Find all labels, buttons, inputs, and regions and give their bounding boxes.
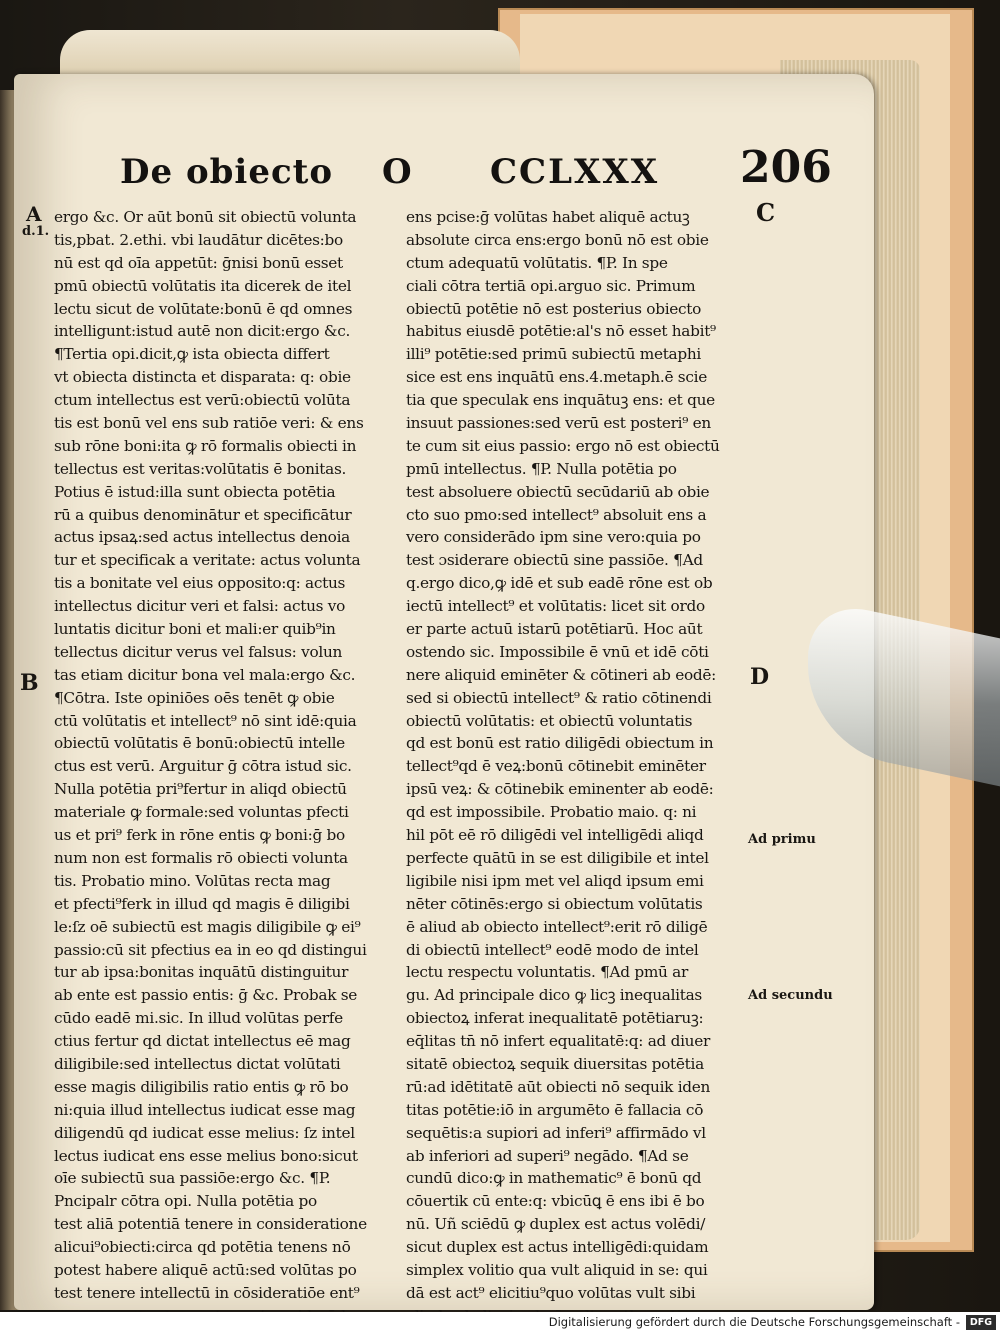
text-line: test tenere intellectū in cōsideratiōe ent⁹ — [54, 1283, 360, 1302]
text-line: ab inferiori ad superi⁹ negādo. ¶Ad se — [406, 1146, 689, 1165]
text-line: tis. Probatio mino. Volūtas recta mag — [54, 871, 331, 890]
text-line: ciali cōtra tertiā opi.arguo sic. Primum — [406, 276, 696, 295]
text-line: lectus iudicat ens esse melius bono:sicut — [54, 1146, 358, 1165]
text-line: ¶Tertia opi.dicit,ꝙ ista obiecta differt — [54, 345, 330, 364]
text-line: simplex volitio qua vult aliquid in se: qui — [406, 1260, 708, 1279]
text-line: obiectoꝝ inferat inequalitatē potētiaruꝫ: — [406, 1009, 704, 1028]
text-line: tis,pbat. 2.ethi. vbi laudātur dicētes:bo — [54, 230, 343, 249]
header-title: De obiecto — [120, 152, 334, 192]
margin-note-ad-primum: Ad primu — [748, 832, 816, 847]
text-line: ens pcise:ḡ volūtas habet aliquē actuꝫ — [406, 208, 690, 226]
text-line: passio:cū sit pfectius ea in eo qd distingui — [54, 940, 367, 959]
text-line: obiectū volūtatis ē bonū:obiectū intelle — [54, 734, 345, 753]
text-line: rū a quibus denominātur et specificātur — [54, 505, 352, 524]
text-line: tellectus dicitur verus vel falsus: volun — [54, 642, 343, 661]
text-line: test absoluere obiectū secūdariū ab obie — [406, 482, 710, 501]
text-line: ipsū veꝝ: & cōtinebik eminenter ab eodē: — [406, 780, 714, 799]
text-line: test aliā potentiā tenere in consideratione — [54, 1215, 367, 1234]
text-line: qd est bonū est ratio diligēdi obiectum in — [406, 734, 714, 753]
text-line: vero considerādo ipm sine vero:quia po — [406, 528, 701, 547]
text-line: sed si obiectū intellect⁹ & ratio cōtinendi — [406, 688, 712, 707]
text-line: eq̄litas tn̄ nō infert equalitatē:q: ad diuer — [406, 1032, 710, 1051]
text-line: habitus eiusdē potētie:al's nō esset habit⁹ — [406, 322, 716, 341]
text-line: te cum sit eius passio: ergo nō est obiectū — [406, 436, 720, 455]
text-line: potest habere aliquē actū:sed volūtas po — [54, 1260, 357, 1279]
text-line: tellect⁹qd ē veꝝ:bonū cōtinebit eminēter — [406, 757, 706, 776]
text-line: ergo &c. Or aūt bonū sit obiectū volunta — [54, 208, 357, 226]
header-signature: O — [382, 152, 412, 192]
text-line: obiectū potētie nō est posterius obiecto — [406, 299, 702, 318]
text-line: lectu sicut de volūtate:bonū ē qd omnes — [54, 299, 353, 318]
text-line: materiale ꝙ formale:sed voluntas pfecti — [54, 803, 349, 822]
text-line: lectu respectu voluntatis. ¶Ad pmū ar — [406, 963, 688, 982]
text-line: nū. Uñ sciēdū ꝙ duplex est actus volēdi/ — [406, 1215, 706, 1234]
text-line: ctus est verū. Arguitur ḡ cōtra istud sic. — [54, 757, 352, 776]
text-line: Pncipalr cōtra opi. Nulla potētia po — [54, 1192, 317, 1211]
text-line: dā est act⁹ elicitiu⁹quo volūtas vult sibi — [406, 1283, 696, 1302]
text-line: sub rōne boni:ita ꝙ rō formalis obiecti in — [54, 436, 357, 455]
text-line: ctius fertur qd dictat intellectus eē mag — [54, 1032, 351, 1051]
margin-letter-c: C — [756, 198, 776, 227]
text-line: er parte actuū istarū potētiarū. Hoc aūt — [406, 620, 703, 639]
text-line: sequētis:a supiori ad inferi⁹ affirmādo vl — [406, 1123, 706, 1142]
text-line: esse magis diligibilis ratio entis ꝙ rō bo — [54, 1077, 349, 1096]
header-folio-roman: CCLXXX — [490, 152, 660, 192]
text-line: tellectus est veritas:volūtatis ē bonitas. — [54, 459, 347, 478]
margin-reference: d.1. — [22, 224, 50, 239]
text-line: alicui⁹obiecti:circa qd potētia tenens nō — [54, 1238, 351, 1257]
text-line: pmū intellectus. ¶P. Nulla potētia po — [406, 459, 677, 478]
text-line: nū est qd oīa appetūt: ḡnisi bonū esset — [54, 253, 343, 272]
text-line: sitatē obiectoꝝ sequik diuersitas potētia — [406, 1054, 704, 1073]
text-line: test ɔsiderare obiectū sine passiōe. ¶Ad — [406, 551, 703, 570]
margin-letter-a: A — [26, 202, 42, 226]
text-line: cundū dico:ꝙ in mathematic⁹ ē bonū qd — [406, 1169, 702, 1188]
text-line: diligibile:sed intellectus dictat volūtati — [54, 1054, 341, 1073]
text-line: ab ente est passio entis: ḡ &c. Probak se — [54, 986, 358, 1005]
text-line: tur et specificak a veritate: actus volunta — [54, 551, 361, 570]
text-line: ostendo sic. Impossibile ē vnū et idē cōti — [406, 642, 709, 661]
footer-bar — [0, 1312, 1000, 1334]
text-line: le:ſz oē subiectū est magis diligibile ꝙ ei⁹ — [54, 917, 361, 936]
text-line: tia que speculak ens inquātuꝫ ens: et que — [406, 391, 715, 410]
left-text-column — [54, 206, 384, 1328]
text-line: insuut passiones:sed verū est posteri⁹ en — [406, 414, 711, 433]
text-line: vt obiecta distincta et disparata: q: obie — [54, 368, 351, 387]
text-line: cto suo pmo:sed intellect⁹ absoluit ens a — [406, 505, 707, 524]
text-line: Nulla potētia pri⁹fertur in aliqd obiectū — [54, 780, 347, 799]
text-line: intelligunt:istud autē non dicit:ergo &c. — [54, 322, 351, 341]
text-line: titas potētie:iō in argumēto ē fallacia cō — [406, 1100, 704, 1119]
text-line: gu. Ad principale dico ꝙ licꝫ inequalitas — [406, 986, 702, 1005]
text-line: ctum intellectus est verū:obiectū volūta — [54, 391, 351, 410]
text-line: absolute circa ens:ergo bonū nō est obie — [406, 230, 709, 249]
text-line: tis est bonū vel ens sub ratiōe veri: & ens — [54, 414, 364, 433]
text-line: illi⁹ potētie:sed primū subiectū metaphi — [406, 345, 702, 364]
text-line: sicut duplex est actus intelligēdi:quidam — [406, 1238, 709, 1257]
text-line: perfecte quātū in se est diligibile et intel — [406, 848, 709, 867]
text-line: di obiectū intellect⁹ eodē modo de intel — [406, 940, 699, 959]
text-line: nēter cōtinēs:ergo si obiectum volūtatis — [406, 894, 703, 913]
text-line: ligibile nisi ipm met vel aliqd ipsum emi — [406, 871, 704, 890]
text-line: diligendū qd iudicat esse melius: ſz intel — [54, 1123, 355, 1142]
margin-letter-d: D — [750, 664, 770, 690]
text-line: iectū intellect⁹ et volūtatis: licet sit ordo — [406, 597, 705, 616]
text-line: num non est formalis rō obiecti volunta — [54, 848, 348, 867]
text-line: Potius ē istud:illa sunt obiecta potētia — [54, 482, 336, 501]
text-line: sice est ens inquātū ens.4.metaph.ē scie — [406, 368, 707, 387]
text-line: cōuertik cū ente:q: vbicūꝗ ē ens ibi ē bo — [406, 1192, 705, 1211]
text-line: hil pōt eē rō diligēdi vel intelligēdi aliqd — [406, 826, 704, 845]
text-line: et pfecti⁹ferk in illud qd magis ē diligibi — [54, 894, 350, 913]
running-header — [120, 142, 832, 198]
text-line: tas etiam dicitur bona vel mala:ergo &c. — [54, 665, 356, 684]
text-line: us et pri⁹ ferk in rōne entis ꝙ boni:ḡ bo — [54, 826, 345, 845]
text-line: actus ipsaꝝ:sed actus intellectus denoia — [54, 528, 350, 547]
text-line: tis a bonitate vel eius opposito:q: actus — [54, 574, 346, 593]
right-text-column — [406, 206, 744, 1328]
text-line: obiectū volūtatis: et obiectū voluntatis — [406, 711, 693, 730]
text-line: ¶Cōtra. Iste opiniōes oēs tenēt ꝙ obie — [54, 688, 335, 707]
margin-note-ad-secundum: Ad secundu — [748, 988, 833, 1003]
text-line: q.ergo dico,ꝙ idē et sub eadē rōne est ob — [406, 574, 713, 593]
text-line: nere aliquid eminēter & cōtineri ab eodē: — [406, 665, 716, 684]
margin-letter-b: B — [20, 670, 39, 696]
text-line: ni:quia illud intellectus iudicat esse mag — [54, 1100, 356, 1119]
text-line: qd est impossibile. Probatio maio. q: ni — [406, 803, 697, 822]
text-line: pmū obiectū volūtatis ita dicerek de itel — [54, 276, 352, 295]
footer-credit: Digitalisierung gefördert durch die Deutsche Forschungsgemeinschaft - — [548, 1315, 960, 1329]
text-line: intellectus dicitur veri et falsi: actus vo — [54, 597, 345, 616]
page-number: 206 — [740, 142, 832, 193]
text-line: rū:ad idētitatē aūt obiecti nō sequik iden — [406, 1077, 711, 1096]
text-line: ctū volūtatis et intellect⁹ nō sint idē:quia — [54, 711, 357, 730]
text-line: ctum adequatū volūtatis. ¶P. In spe — [406, 253, 668, 272]
text-line: cūdo eadē mi.sic. In illud volūtas perfe — [54, 1009, 343, 1028]
text-line: tur ab ipsa:bonitas inquātū distinguitur — [54, 963, 349, 982]
text-line: luntatis dicitur boni et mali:er quib⁹in — [54, 620, 336, 639]
text-line: ē aliud ab obiecto intellect⁹:erit rō diligē — [406, 917, 708, 936]
dfg-logo: DFG — [966, 1315, 996, 1330]
text-line: oīe subiectū sua passiōe:ergo &c. ¶P. — [54, 1169, 331, 1188]
